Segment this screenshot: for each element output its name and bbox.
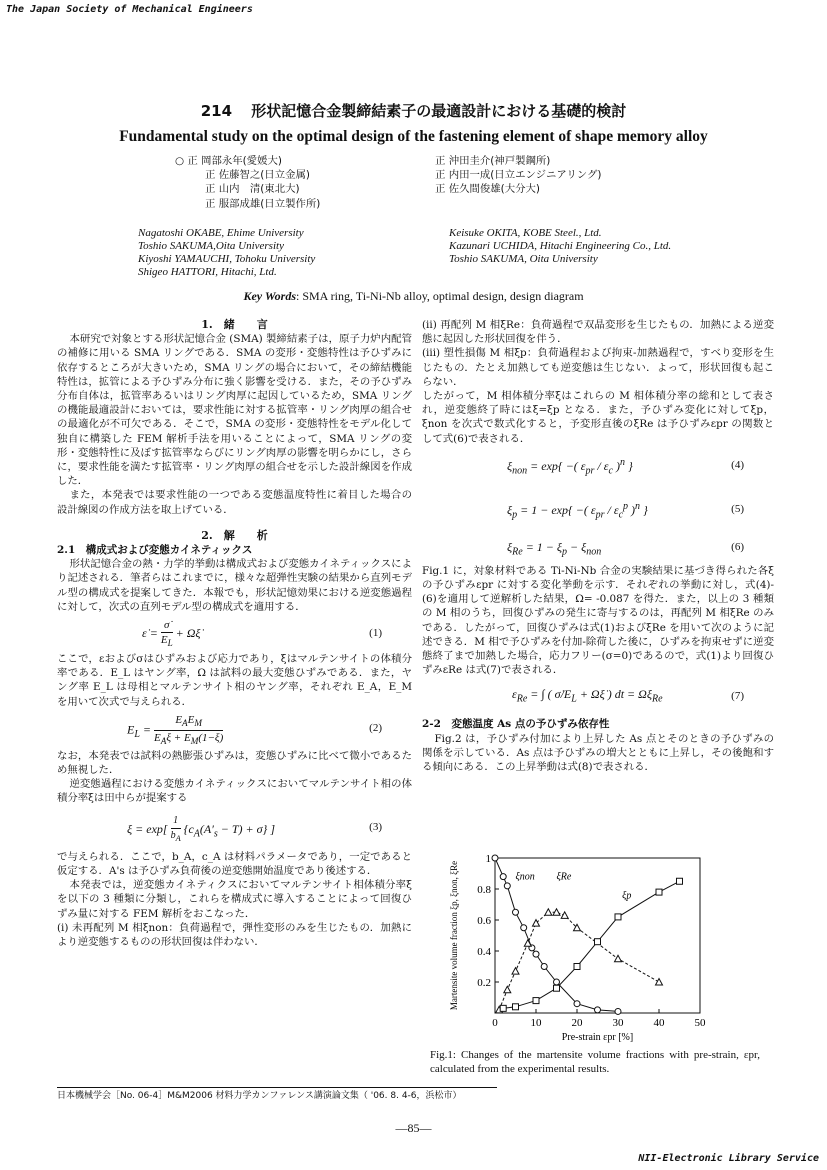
author-jp: ○ 正 岡部永年(愛媛大) bbox=[175, 155, 282, 167]
y-tick-label: 0.8 bbox=[477, 884, 491, 896]
point-circle bbox=[513, 909, 519, 915]
paragraph: Fig.2 は，予ひずみ付加により上昇した As 点とそのときの予ひずみの関係を示している．As 点は予ひずみの増大とともに上昇し，その後飽和する傾向にある．この上昇挙動は式(8)で表される． bbox=[422, 732, 774, 774]
x-tick-label: 10 bbox=[530, 1017, 542, 1029]
authors-en-left bbox=[138, 227, 428, 279]
title-en: Fundamental study on the optimal design of the fastening element of shape memory alloy bbox=[119, 128, 708, 145]
point-triangle bbox=[615, 955, 622, 962]
title-jp bbox=[0, 100, 827, 121]
equation-1: ε̇ = $\frac{\sigmȧ}{E_L}$ + Ωξ̇ (1) bbox=[142, 619, 382, 649]
point-square bbox=[595, 939, 601, 945]
series-label: ξnon bbox=[515, 871, 535, 883]
fig1-chart bbox=[445, 848, 730, 1043]
keywords-label: Key Words bbox=[243, 289, 296, 303]
keywords bbox=[0, 289, 827, 304]
author-jp: 正 服部成雄(日立製作所) bbox=[205, 197, 321, 210]
paragraph: したがって，M 相体積分率ξはこれらの M 相体積分率の総和として表され，逆変態終了時にはξ=ξp となる．また，予ひずみ変化に対してξp，ξnon を次式で数式化すると，予変形直後のξRe は予ひずみεpr の関数として式(6)で表される． bbox=[422, 390, 774, 445]
eq-number: (1) bbox=[369, 627, 382, 640]
paragraph: なお，本発表では試料の熱膨張ひずみは，変態ひずみに比べて微小であるため無視した． bbox=[57, 749, 412, 777]
point-square bbox=[554, 985, 560, 991]
paragraph: (ii) 再配列 M 相ξRe：負荷過程で双晶変形を生じたもの．加熱による逆変態に起因した形状回復を伴う． bbox=[422, 319, 774, 346]
eq-number: (7) bbox=[731, 690, 744, 703]
authors-en-right bbox=[449, 227, 749, 266]
right-column bbox=[422, 318, 774, 774]
author-en: Toshio SAKUMA, Oita University bbox=[449, 253, 598, 265]
author-en: Keisuke OKITA, KOBE Steel., Ltd. bbox=[449, 227, 602, 239]
author-en: Kiyoshi YAMAUCHI, Tohoku University bbox=[138, 253, 316, 265]
point-square bbox=[500, 1005, 506, 1011]
authors-jp-left bbox=[175, 154, 415, 211]
point-triangle bbox=[561, 912, 568, 919]
point-circle bbox=[595, 1007, 601, 1013]
nii-footer: NII-Electronic Library Service bbox=[638, 1153, 819, 1164]
equation-4: $\xi_{non} = \exp${ −( $\varepsilon_{pr} / \varepsilon_c$ )$^n$ } (4) bbox=[507, 456, 744, 477]
equation-7: $\varepsilon_{Re}$ = ∫ ( $\sigmȧ/E_L$ + Ωξ̇ ) dt = $\Omega\xi_{Re}$ (7) bbox=[512, 687, 744, 705]
authors-jp-right bbox=[435, 154, 695, 197]
point-circle bbox=[615, 1008, 621, 1014]
point-square bbox=[533, 998, 539, 1004]
y-tick-label: 0.2 bbox=[477, 977, 491, 989]
eq-number: (4) bbox=[731, 458, 744, 471]
author-jp: 正 佐久間俊雄(大分大) bbox=[435, 183, 540, 196]
footer-rule bbox=[57, 1087, 497, 1088]
point-square bbox=[656, 889, 662, 895]
paragraph: (i) 未再配列 M 相ξnon：負荷過程で，弾性変形のみを生じたもの．加熱により逆変態するものの形状回復は伴わない． bbox=[57, 921, 412, 948]
point-triangle bbox=[545, 909, 552, 916]
author-jp: 正 山内 清(東北大) bbox=[205, 183, 300, 196]
equation-3: ξ = exp[ $\frac{1}{b_A}$ $\{c_A(A'_s - T) + \sigma\}$ ] (3) bbox=[127, 814, 382, 843]
equation-2: $E_L$ = $E_AE_M$ $E_A\xi + E_M(1-\xi)$ (2) bbox=[127, 713, 382, 747]
y-tick-label: 0.6 bbox=[477, 915, 491, 927]
point-circle bbox=[492, 855, 498, 861]
x-tick-label: 50 bbox=[694, 1017, 706, 1029]
paragraph: 形状記憶合金の熱・力学的挙動は構成式および変態カイネティックスにより記述される．筆者らはこれまでに，様々な超弾性実験の結果から直列モデル型の構成式を提案してきた．本報でも，形状記憶効果における逆変態過程に対して，次式の直列モデル型の構成式を適用する． bbox=[57, 558, 412, 613]
society-header: The Japan Society of Mechanical Engineers bbox=[6, 4, 253, 15]
x-tick-label: 40 bbox=[653, 1017, 665, 1029]
point-circle bbox=[574, 1001, 580, 1007]
point-circle bbox=[541, 964, 547, 970]
footer-proceedings: 日本機械学会［No. 06-4］M&M2006 材料力学カンファレンス講演論文集（ '06. 8. 4-6，浜松市） bbox=[57, 1091, 462, 1101]
author-en: Nagatoshi OKABE, Ehime University bbox=[138, 227, 304, 239]
page-number: —85— bbox=[395, 1121, 432, 1135]
point-triangle bbox=[656, 979, 663, 986]
author-en: Shigeo HATTORI, Hitachi, Ltd. bbox=[138, 266, 277, 278]
author-jp: 正 沖田圭介(神戸製鋼所) bbox=[435, 155, 551, 167]
eq-number: (3) bbox=[369, 820, 382, 833]
eq-number: (2) bbox=[369, 721, 382, 734]
series-label: ξRe bbox=[556, 871, 572, 883]
point-square bbox=[574, 964, 580, 970]
equation-5: $\xi_p = 1 - \exp${ −( $\varepsilon_{pr} / \varepsilon_c^p$ )$^n$ } (5) bbox=[507, 500, 744, 521]
point-circle bbox=[500, 874, 506, 880]
paragraph: また，本発表では要求性能の一つである変態温度特性に着目した場合の設計線図の作成方法を取上げている． bbox=[57, 489, 412, 516]
left-column bbox=[57, 318, 412, 949]
point-square bbox=[513, 1004, 519, 1010]
section-heading: 2. 解 析 bbox=[201, 528, 268, 542]
subsection-heading: 2-2 変態温度 As 点の予ひずみ依存性 bbox=[422, 718, 610, 731]
x-tick-label: 20 bbox=[571, 1017, 583, 1029]
subsection-heading: 2.1 構成式および変態カイネティックス bbox=[57, 544, 253, 557]
x-tick-label: 30 bbox=[612, 1017, 624, 1029]
author-jp: 正 内田一成(日立エンジニアリング) bbox=[435, 169, 602, 182]
eq-number: (5) bbox=[731, 502, 744, 515]
y-tick-label: 0.4 bbox=[477, 946, 491, 958]
equation-6: $\xi_{Re} = 1 - \xi_p - \xi_{non}$ (6) bbox=[507, 539, 744, 558]
paragraph: Fig.1 に，対象材料である Ti-Ni-Nb 合金の実験結果に基づき得られた各ξの予ひずみεpr に対する変化挙動を示す．それぞれの挙動に対し，式(4)-(6)を適用して逆解析した結果，Ω= -0.087 を得た．また，以上の 3 種類の M 相のうち，回復ひずみの発生に寄与するのは，再配列 M 相ξRe のみである．したがって，回復ひずみは式(1)およびξRe を用いて次のように記述できる．M 相で予ひずみを付加-除荷した後に，ひずみを拘束せずに逆変態終了まで加熱した場合，応力フリー(σ=0)であるので，式(1)より回復ひずみεRe は式(7)で表される． bbox=[422, 564, 774, 677]
point-triangle bbox=[512, 968, 519, 975]
x-tick-label: 0 bbox=[492, 1017, 498, 1029]
author-en: Kazunari UCHIDA, Hitachi Engineering Co., Ltd. bbox=[449, 240, 672, 252]
section-heading: 1. 緒 言 bbox=[201, 318, 268, 331]
title-jp-text: 形状記憶合金製締結素子の最適設計における基礎的検討 bbox=[251, 102, 627, 120]
paragraph: ここで，εおよびσはひずみおよび応力であり，ξはマルテンサイトの体積分率である．E_L はヤング率，Ω は試料の最大変態ひずみである．また，ヤング率 E_L は母相とマルテンサイト相のヤング率，それぞれ E_A，E_M を用いて次式で与えられる． bbox=[57, 653, 412, 708]
point-square bbox=[677, 878, 683, 884]
paragraph: 本研究で対象とする形状記憶合金 (SMA) 製締結素子は，原子力炉内配管の補修に用いる SMA リングである．SMA の変形・変態特性は予ひずみに依存するところが大きいため，SMA リングの場合において，その締結機能特性は，拡管による予ひずみ分布に強く影響を受ける．また，その予ひずみ分布自体は，拡管率あるいはリング肉厚に起因しているため，SMA リングの機能最適設計においては，要求性能に対する拡管率・リング肉厚の組合せの最適化が不可欠である．そこで，SMA の変形・変態特性をモデル化して独自に構築した FEM 解析手法を用いることによって，SMA リングの変形・変態特性に及ぼす拡管率ならびにリング肉厚の影響を明らかにし，さらに，要求性能を満たす拡管率・リング肉厚の組合せを示した設計線図を作成した． bbox=[57, 333, 412, 488]
point-triangle bbox=[504, 986, 511, 993]
author-jp: 正 佐藤智之(日立金属) bbox=[205, 169, 310, 182]
paragraph: 逆変態過程における変態カイネティックスにおいてマルテンサイト相の体積分率ξは田中らが提案する bbox=[57, 778, 412, 805]
paper-number: 214 bbox=[200, 102, 233, 120]
point-square bbox=[615, 914, 621, 920]
x-axis-label: Pre-strain εpr [%] bbox=[561, 1032, 634, 1043]
paragraph: (iii) 塑性損傷 M 相ξp：負荷過程および拘束-加熱過程で，すべり変形を生じたもの．たとえ加熱しても逆変態は生じない．よって，形状回復も起こらない． bbox=[422, 347, 774, 388]
point-circle bbox=[554, 979, 560, 985]
eq-number: (6) bbox=[731, 540, 744, 553]
author-en: Toshio SAKUMA,Oita University bbox=[138, 240, 284, 252]
y-axis-label: Martensite volume fraction ξp, ξnon, ξRe bbox=[449, 860, 459, 1011]
point-circle bbox=[521, 925, 527, 931]
keywords-text: : SMA ring, Ti-Ni-Nb alloy, optimal design, design diagram bbox=[296, 289, 584, 303]
point-circle bbox=[533, 951, 539, 957]
y-tick-label: 1 bbox=[485, 853, 491, 865]
paragraph: 本発表では，逆変態カイネティクスにおいてマルテンサイト相体積分率ξを以下の 3 種類に分類し，これらを構成式に導入することによって回復ひずみ量に対する FEM 解析をおこなった． bbox=[57, 879, 412, 920]
figure-caption: Fig.1: Changes of the martensite volume fractions with pre-strain, εpr, calculated from the experimental results. bbox=[430, 1049, 760, 1075]
paragraph: で与えられる．ここで，b_A，c_A は材料パラメータであり，一定であると仮定する．A's は予ひずみ負荷後の逆変態開始温度であり後述する． bbox=[57, 850, 412, 877]
series-label: ξp bbox=[622, 890, 632, 902]
point-circle bbox=[504, 883, 510, 889]
